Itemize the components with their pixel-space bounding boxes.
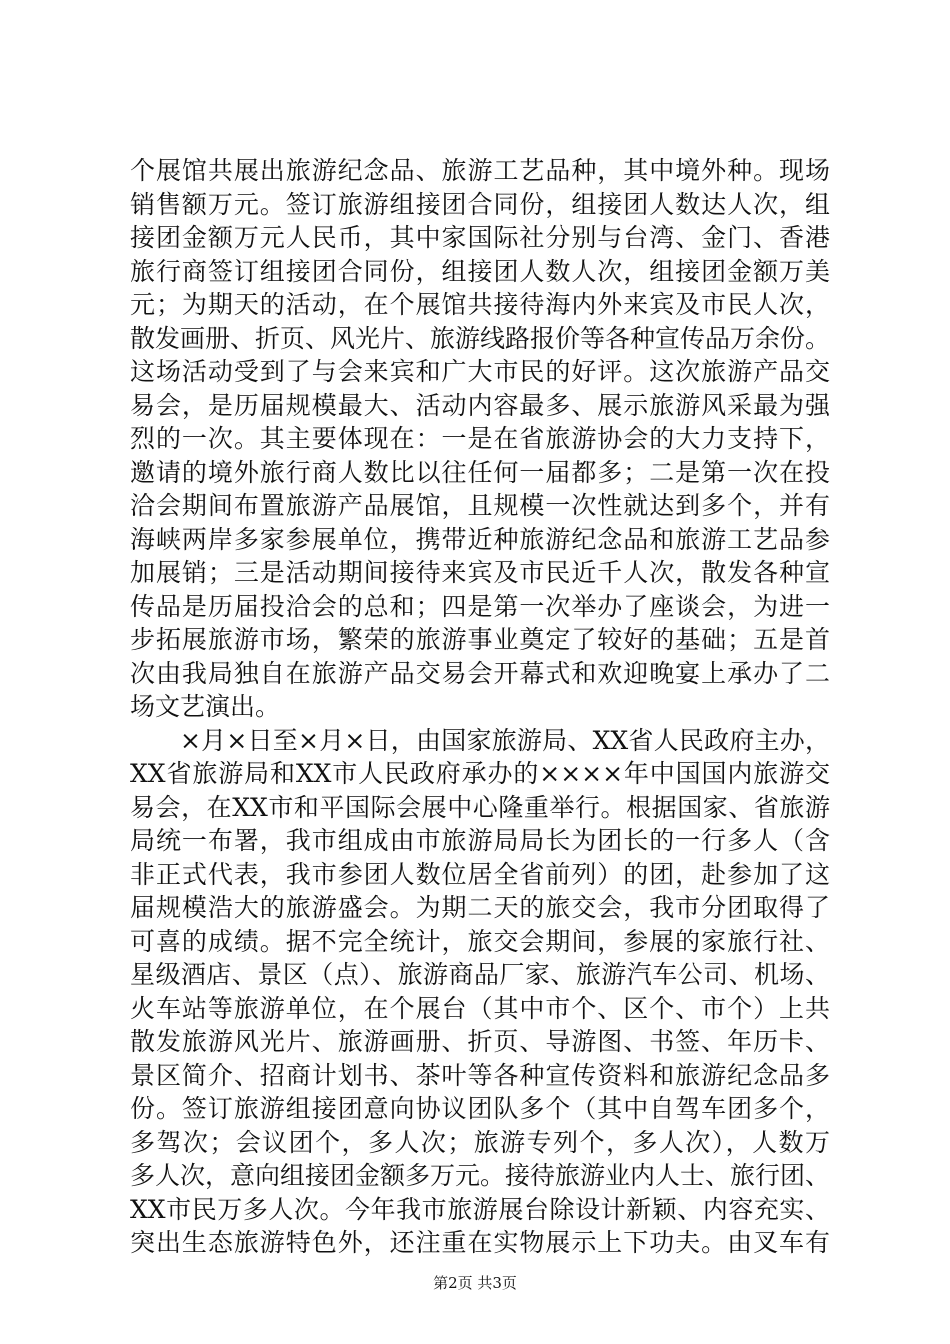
text-line: 火车站等旅游单位，在个展台（其中市个、区个、市个）上共 [130, 993, 830, 1023]
text-line: 接团金额万元人民币，其中家国际社分别与台湾、金门、香港 [130, 223, 830, 252]
text-line: 散发旅游风光片、旅游画册、折页、导游图、书签、年历卡、 [130, 1027, 830, 1056]
text-line: 突出生态旅游特色外，还注重在实物展示上下功夫。由叉车有 [130, 1228, 830, 1257]
document-body [130, 154, 830, 1260]
text-line: 星级酒店、景区（点）、旅游商品厂家、旅游汽车公司、机场、 [130, 960, 830, 989]
paragraph-1 [130, 154, 830, 724]
paragraph-2 [130, 724, 830, 1260]
text-line: 多驾次；会议团个，多人次；旅游专列个，多人次），人数万 [130, 1127, 830, 1157]
text-line: XX市民万多人次。今年我市旅游展台除设计新颖、内容充实、 [130, 1194, 830, 1224]
text-line: 景区简介、招商计划书、茶叶等各种宣传资料和旅游纪念品多 [130, 1060, 830, 1090]
text-line: 步拓展旅游市场，繁荣的旅游事业奠定了较好的基础；五是首 [130, 625, 830, 654]
text-line: 多人次，意向组接团金额多万元。接待旅游业内人士、旅行团、 [130, 1161, 831, 1190]
text-line: 销售额万元。签订旅游组接团合同份，组接团人数达人次，组 [130, 189, 830, 219]
text-line: 次由我局独自在旅游产品交易会开幕式和欢迎晚宴上承办了二 [130, 658, 830, 688]
text-line: 元；为期天的活动，在个展馆共接待海内外来宾及市民人次， [130, 290, 830, 319]
text-line: 届规模浩大的旅游盛会。为期二天的旅交会，我市分团取得了 [130, 893, 830, 922]
text-line: 易会，是历届规模最大、活动内容最多、展示旅游风采最为强 [130, 390, 830, 420]
text-line: 场文艺演出。 [130, 692, 281, 721]
text-line: ×月×日至×月×日，由国家旅游局、XX省人民政府主办， [180, 725, 830, 755]
text-line: 海峡两岸多家参展单位，携带近种旅游纪念品和旅游工艺品参 [130, 524, 830, 554]
text-line: 个展馆共展出旅游纪念品、旅游工艺品种，其中境外种。现场 [130, 156, 830, 185]
text-line: 非正式代表，我市参团人数位居全省前列）的团，赴参加了这 [130, 859, 830, 889]
page-number-footer: 第2页 共3页 [433, 1274, 517, 1292]
text-line: 烈的一次。其主要体现在：一是在省旅游协会的大力支持下， [130, 424, 830, 453]
text-line: 散发画册、折页、风光片、旅游线路报价等各种宣传品万余份。 [130, 323, 831, 353]
text-line: 可喜的成绩。据不完全统计，旅交会期间，参展的家旅行社、 [130, 926, 830, 956]
text-line: 易会，在XX市和平国际会展中心隆重举行。根据国家、省旅游 [130, 792, 830, 822]
text-line: 旅行商签订组接团合同份，组接团人数人次，组接团金额万美 [130, 256, 830, 286]
text-line: 这场活动受到了与会来宾和广大市民的好评。这次旅游产品交 [130, 357, 830, 386]
text-line: 加展销；三是活动期间接待来宾及市民近千人次，散发各种宣 [130, 558, 830, 587]
text-line: XX省旅游局和XX市人民政府承办的××××年中国国内旅游交 [130, 759, 830, 788]
text-line: 洽会期间布置旅游产品展馆，且规模一次性就达到多个，并有 [130, 491, 830, 520]
text-line: 邀请的境外旅行商人数比以往任何一届都多；二是第一次在投 [130, 457, 830, 487]
text-line: 份。签订旅游组接团意向协议团队多个（其中自驾车团多个， [130, 1094, 830, 1123]
text-line: 传品是历届投洽会的总和；四是第一次举办了座谈会，为进一 [130, 591, 830, 621]
text-line: 局统一布署，我市组成由市旅游局局长为团长的一行多人（含 [130, 826, 830, 855]
